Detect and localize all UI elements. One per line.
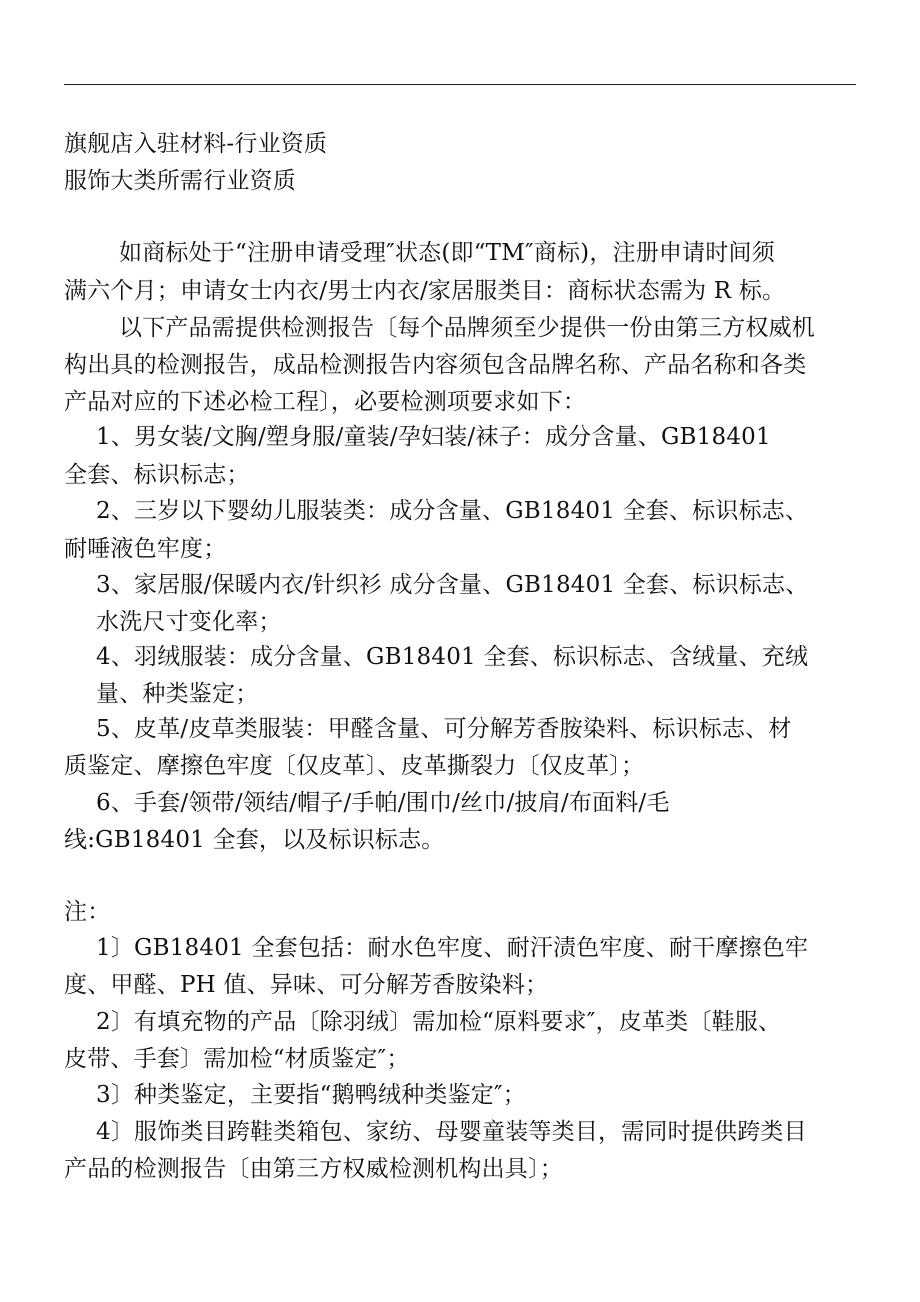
document-subtitle: 服饰大类所需行业资质 xyxy=(64,168,296,194)
list-item-3-line2: 水洗尺寸变化率； xyxy=(96,609,282,635)
paragraph-inspection-line3: 产品对应的下述必检工程〕，必要检测项要求如下： xyxy=(64,389,587,415)
paragraph-inspection-line2: 构出具的检测报告，成品检测报告内容须包含品牌名称、产品名称和各类 xyxy=(64,352,807,378)
list-item-3-line1: 3、家居服/保暖内衣/针织衫 成分含量、GB18401 全套、标识标志、 xyxy=(96,572,809,598)
list-item-2-line1: 2、三岁以下婴幼儿服装类：成分含量、GB18401 全套、标识标志、 xyxy=(96,498,809,524)
note-3-line1: 3〕种类鉴定，主要指“鹅鸭绒种类鉴定″； xyxy=(96,1082,526,1108)
notes-heading: 注： xyxy=(64,899,111,925)
note-2-line1: 2〕有填充物的产品〔除羽绒〕需加检“原料要求″，皮革类〔鞋服、 xyxy=(96,1009,782,1035)
document-title: 旗舰店入驻材料-行业资质 xyxy=(64,131,328,157)
note-1-line1: 1〕GB18401 全套包括：耐水色牢度、耐汗渍色牢度、耐干摩擦色牢 xyxy=(96,935,809,961)
paragraph-trademark-line2: 满六个月；申请女士内衣/男士内衣/家居服类目：商标状态需为 R 标。 xyxy=(64,278,786,304)
note-4-line1: 4〕服饰类目跨鞋类箱包、家纺、母婴童装等类目，需同时提供跨类目 xyxy=(96,1119,807,1145)
paragraph-inspection-line1: 以下产品需提供检测报告〔每个品牌须至少提供一份由第三方权威机 xyxy=(119,315,815,341)
paragraph-trademark-line1: 如商标处于“注册申请受理″状态(即“TM″商标)，注册申请时间须 xyxy=(119,240,775,266)
list-item-1-line2: 全套、标识标志； xyxy=(64,462,250,488)
list-item-6-line1: 6、手套/领带/领结/帽子/手帕/围巾/丝巾/披肩/布面料/毛 xyxy=(96,790,670,816)
list-item-2-line2: 耐唾液色牢度； xyxy=(64,536,227,562)
list-item-5-line2: 质鉴定、摩擦色牢度〔仅皮革〕、皮革撕裂力〔仅皮革〕； xyxy=(64,753,645,779)
note-2-line2: 皮带、手套〕需加检“材质鉴定″； xyxy=(64,1046,410,1072)
list-item-5-line1: 5、皮革/皮草类服装：甲醛含量、可分解芳香胺染料、标识标志、材 xyxy=(96,716,792,742)
note-1-line2: 度、甲醛、PH 值、异味、可分解芳香胺染料； xyxy=(64,972,549,998)
list-item-4-line2: 量、种类鉴定； xyxy=(96,681,259,707)
list-item-1-line1: 1、男女装/文胸/塑身服/童装/孕妇装/袜子：成分含量、GB18401 xyxy=(96,424,771,450)
list-item-6-line2: 线:GB18401 全套，以及标识标志。 xyxy=(64,827,445,853)
header-rule xyxy=(64,84,856,85)
list-item-4-line1: 4、羽绒服装：成分含量、GB18401 全套、标识标志、含绒量、充绒 xyxy=(96,644,809,670)
note-4-line2: 产品的检测报告〔由第三方权威检测机构出具〕； xyxy=(64,1156,563,1182)
